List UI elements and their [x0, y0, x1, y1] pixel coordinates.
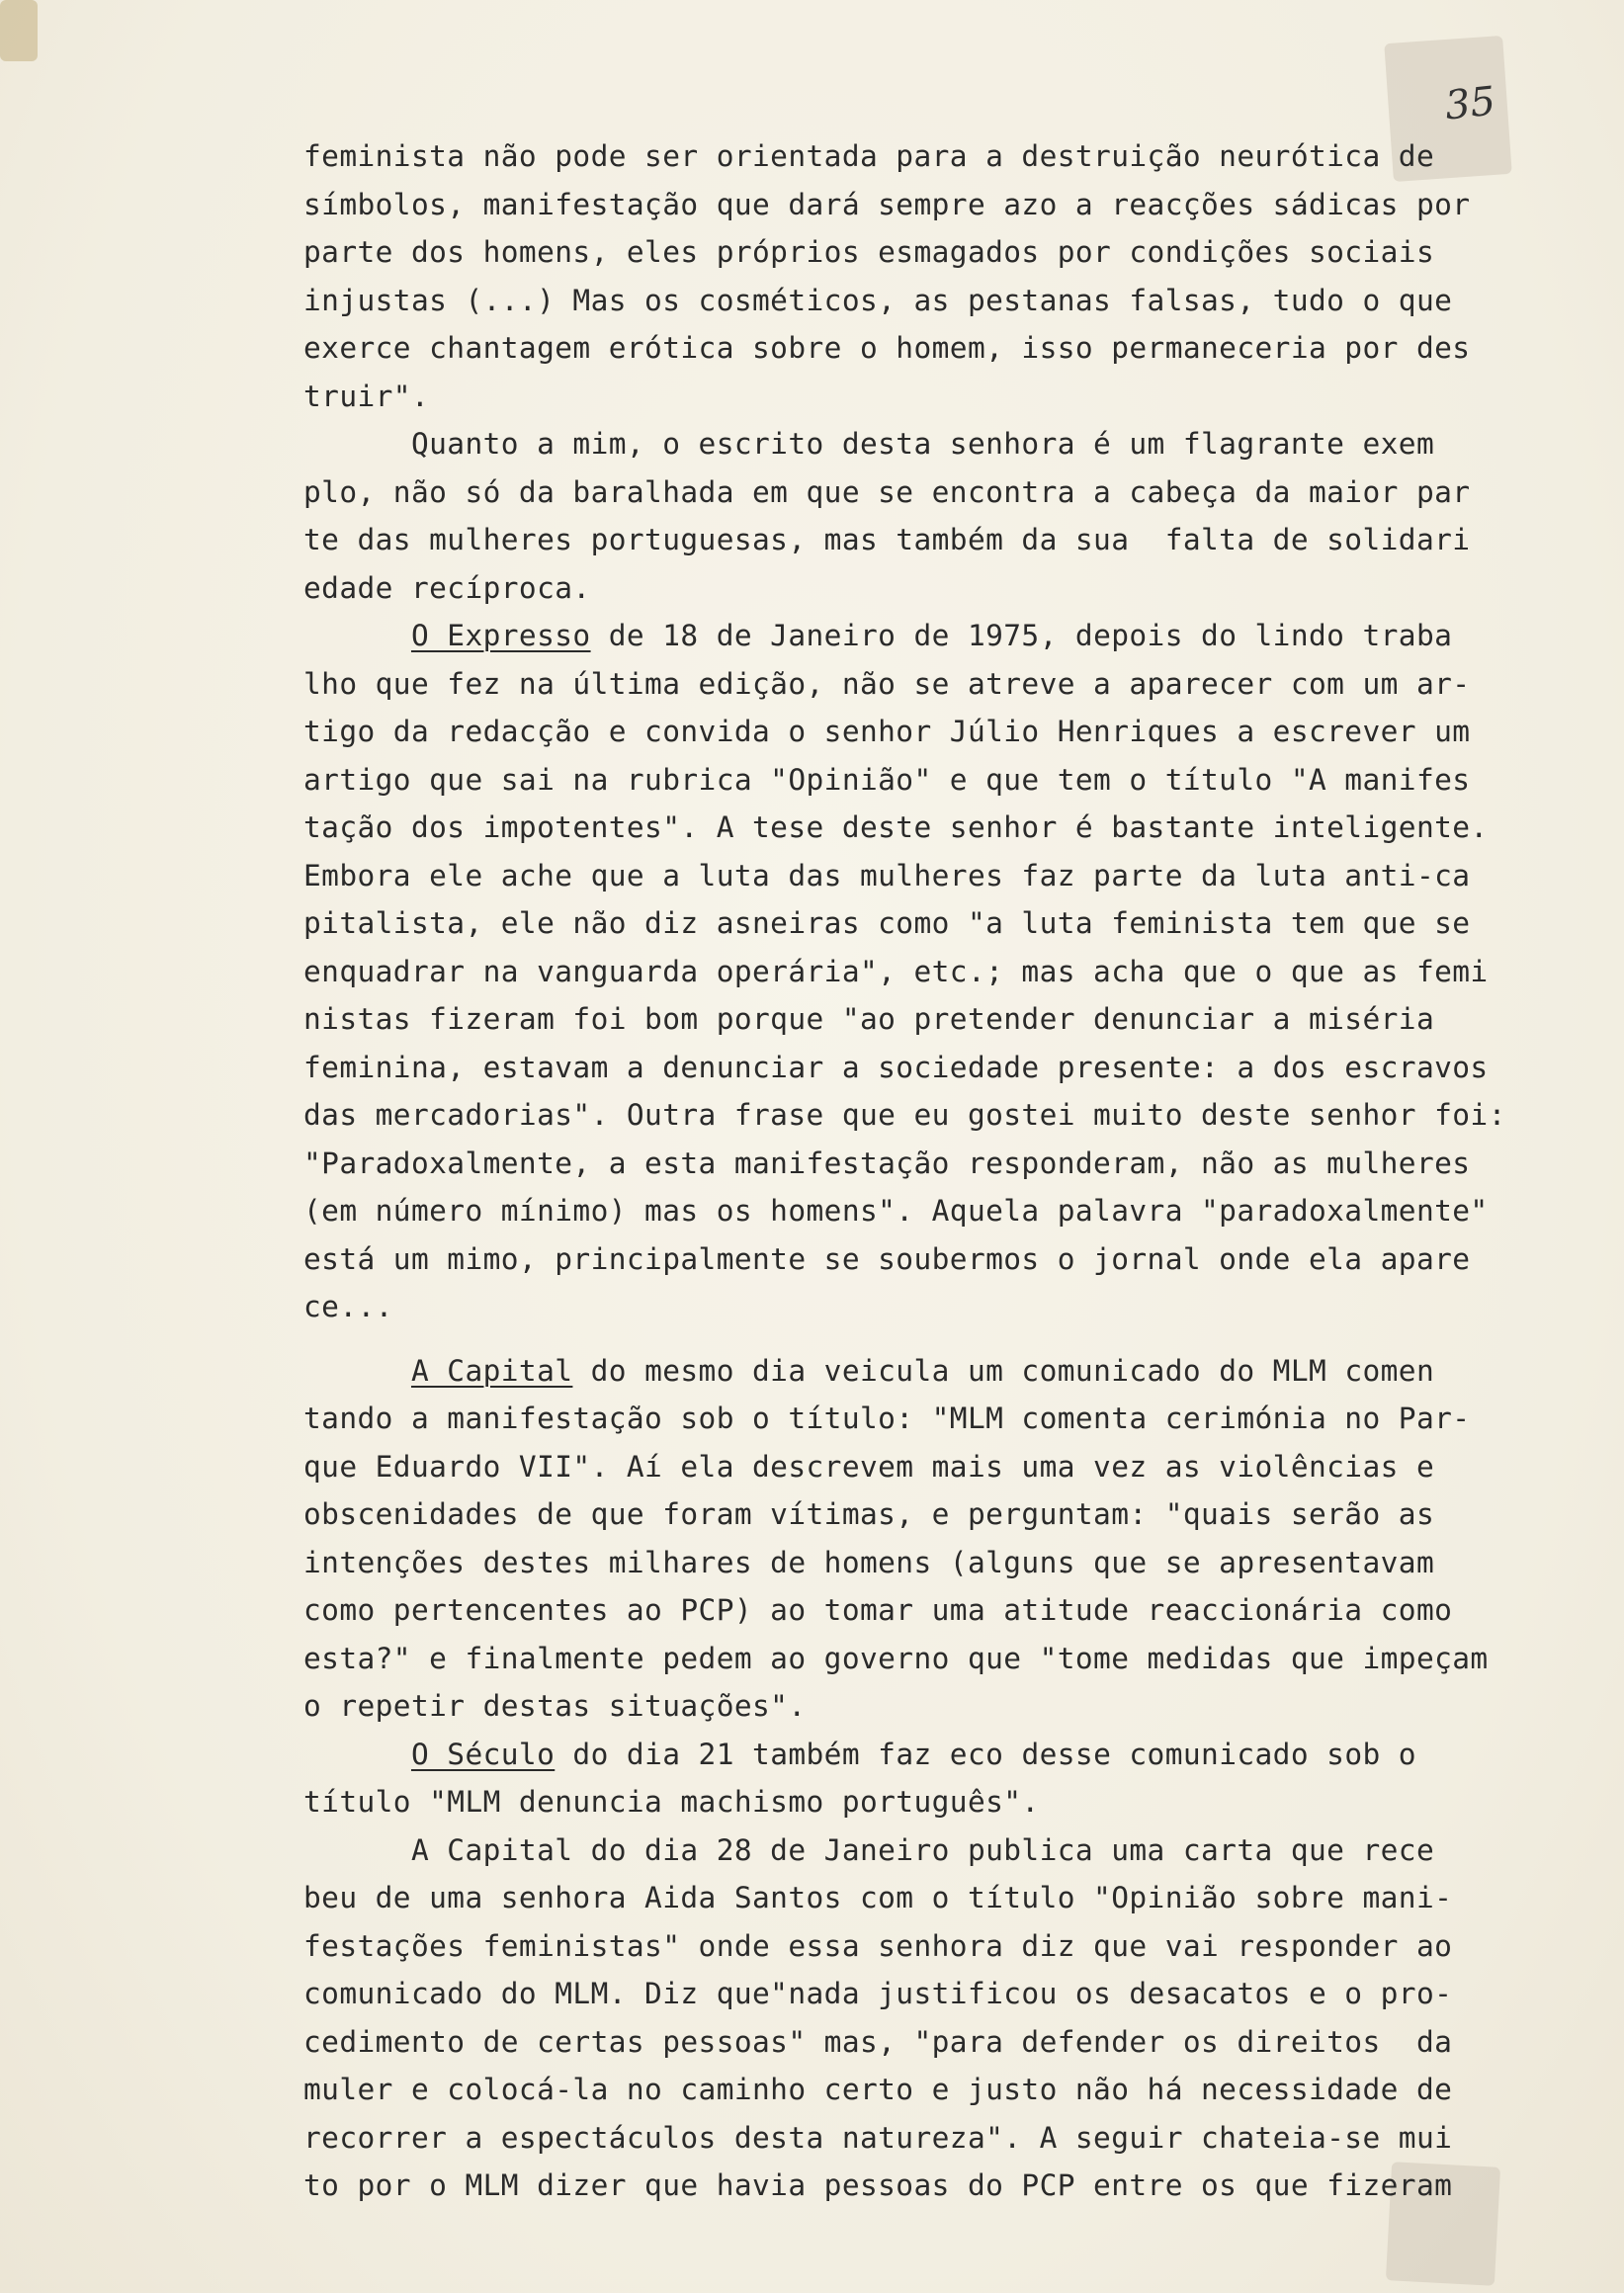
- text-line: artigo que sai na rubrica "Opinião" e que tem o título "A manifes: [303, 762, 1471, 797]
- text-line: como pertencentes ao PCP) ao tomar uma atitude reaccionária como: [303, 1593, 1453, 1627]
- text-line: pitalista, ele não diz asneiras como "a luta feminista tem que se: [303, 906, 1471, 940]
- text-line: ce...: [303, 1290, 393, 1323]
- text-line: [303, 612, 1480, 660]
- line-continuation: do dia 21 também faz eco desse comunicado sob o: [555, 1737, 1416, 1771]
- text-line: edade recíproca.: [303, 570, 591, 605]
- text-line: tigo da redacção e convida o senhor Júlio Henriques a escrever um: [303, 715, 1471, 748]
- newspaper-title: A Capital: [410, 1353, 573, 1388]
- text-line: esta?" e finalmente pedem ao governo que "tome medidas que impeçam: [303, 1641, 1489, 1675]
- text-line: tação dos impotentes". A tese deste senhor é bastante inteligente.: [303, 810, 1489, 844]
- text-line: injustas (...) Mas os cosméticos, as pestanas falsas, tudo o que: [303, 283, 1453, 317]
- text-line: está um mimo, principalmente se soubermos o jornal onde ela apare: [303, 1241, 1471, 1276]
- text-line: cedimento de certas pessoas" mas, "para defender os direitos da: [303, 2024, 1453, 2059]
- text-line: tando a manifestação sob o título: "MLM comenta cerimónia no Par-: [303, 1401, 1471, 1435]
- text-line: comunicado do MLM. Diz que"nada justificou os desacatos e o pro-: [303, 1977, 1453, 2010]
- text-line: A Capital do dia 28 de Janeiro publica uma carta que rece: [303, 1832, 1435, 1867]
- text-line: feminina, estavam a denunciar a sociedade presente: a dos escravos: [303, 1050, 1489, 1084]
- text-line: plo, não só da baralhada em que se encontra a cabeça da maior par: [303, 474, 1471, 509]
- tape-mark-top-left: [0, 0, 38, 61]
- text-line: festações feministas" onde essa senhora diz que vai responder ao: [303, 1928, 1453, 1963]
- text-line: to por o MLM dizer que havia pessoas do PCP entre os que fizeram: [303, 2168, 1453, 2202]
- text-line: Quanto a mim, o escrito desta senhora é um flagrante exem: [303, 427, 1435, 461]
- line-continuation: de 18 de Janeiro de 1975, depois do lindo traba: [590, 619, 1453, 652]
- text-line: [303, 1347, 1480, 1396]
- text-line: intenções destes milhares de homens (alguns que se apresentavam: [303, 1545, 1435, 1579]
- newspaper-title: O Século: [410, 1737, 556, 1771]
- text-line: obscenidades de que foram vítimas, e perguntam: "quais serão as: [303, 1497, 1435, 1531]
- text-line: enquadrar na vanguarda operária", etc.; mas acha que o que as femi: [303, 954, 1489, 988]
- text-line: símbolos, manifestação que dará sempre azo a reacções sádicas por: [303, 187, 1471, 221]
- text-line: muler e colocá-la no caminho certo e justo não há necessidade de: [303, 2073, 1453, 2106]
- newspaper-title: O Expresso: [410, 619, 591, 652]
- line-continuation: do mesmo dia veicula um comunicado do MLM comen: [572, 1353, 1435, 1388]
- text-line: o repetir destas situações".: [303, 1689, 807, 1723]
- text-line: recorrer a espectáculos desta natureza". A seguir chateia-se mui: [303, 2120, 1453, 2155]
- text-line: Embora ele ache que a luta das mulheres faz parte da luta anti-ca: [303, 858, 1471, 892]
- document-body: [303, 132, 1506, 2210]
- text-line: nistas fizeram foi bom porque "ao pretender denunciar a miséria: [303, 1002, 1435, 1036]
- text-line: lho que fez na última edição, não se atreve a aparecer com um ar-: [303, 666, 1471, 701]
- text-line: exerce chantagem erótica sobre o homem, isso permaneceria por des: [303, 331, 1471, 365]
- text-line: truir".: [303, 379, 430, 413]
- text-line: te das mulheres portuguesas, mas também da sua falta de solidari: [303, 523, 1471, 556]
- text-line: beu de uma senhora Aida Santos com o título "Opinião sobre mani-: [303, 1881, 1453, 1914]
- paragraph-gap: [303, 1331, 1480, 1347]
- text-line: [303, 1731, 1480, 1779]
- text-line: que Eduardo VII". Aí ela descrevem mais uma vez as violências e: [303, 1449, 1435, 1484]
- text-line: título "MLM denuncia machismo português".: [303, 1785, 1040, 1819]
- text-line: feminista não pode ser orientada para a destruição neurótica de: [303, 139, 1435, 173]
- text-line: (em número mínimo) mas os homens". Aquela palavra "paradoxalmente": [303, 1194, 1489, 1228]
- text-line: das mercadorias". Outra frase que eu gostei muito deste senhor foi:: [303, 1098, 1506, 1132]
- page-number: 35: [1442, 78, 1498, 129]
- text-line: "Paradoxalmente, a esta manifestação responderam, não as mulheres: [303, 1146, 1471, 1180]
- text-line: parte dos homens, eles próprios esmagados por condições sociais: [303, 235, 1435, 269]
